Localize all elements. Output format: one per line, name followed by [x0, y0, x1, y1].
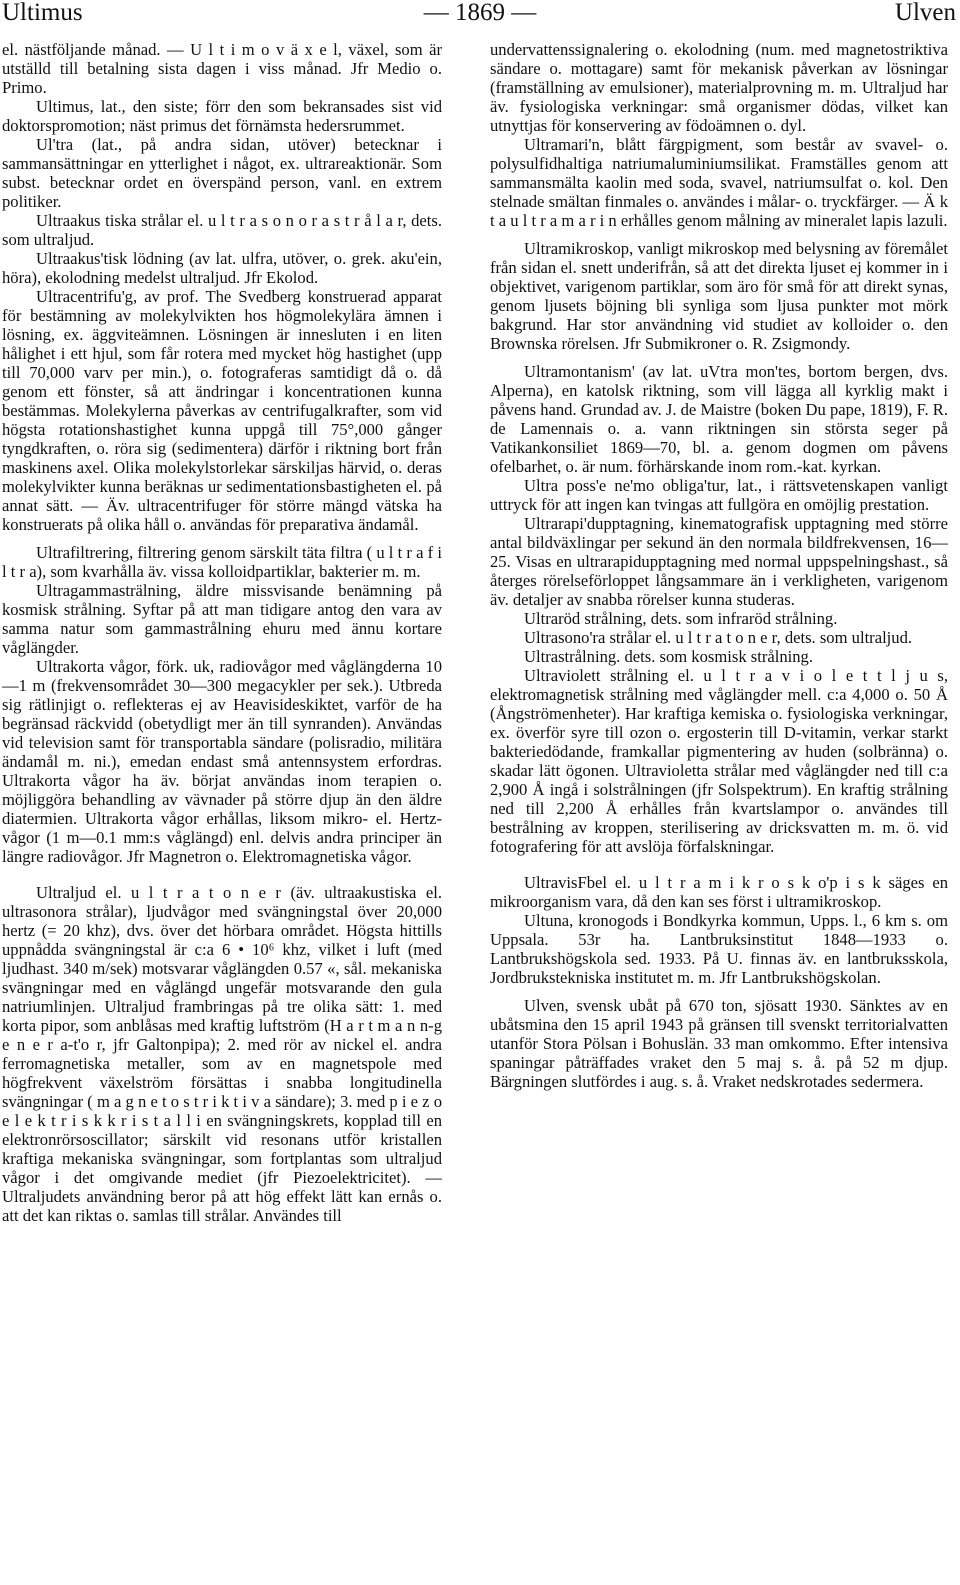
entry-paragraph: Ultrasono'ra strålar el. u l t r a t o n e r, dets. som ultraljud.: [524, 628, 913, 647]
entry-paragraph: Ultraakus tiska strålar el. u l t r a s o n o r a s t r å l a r, dets. som ultraljud.: [2, 211, 442, 249]
entry-paragraph: Ultracentrifu'g, av prof. The Svedberg konstruerad apparat för bestämning av molekylvikten hos högmolekylära ämnen i lösning, ex. äggviteämnen. Lösningen är innesluten i en liten hålighet i ett hjul, som får rotera med mycket hög hastighet (upp till 70,000 varv per min.), o. fotograferas samtidigt då o. då genom ett fönster, så att ändringar i koncentrationen kunna bestämmas. Molekylerna påverkas av centrifugalkrafter, som vid högsta rotationshastighet kunna uppgå till 75°,000 gånger tyngdkraften, o. röra sig (sedimentera) därför i riktning bort från maskinens axel. Olika molekylstorlekar särskiljas härvid, o. deras molekylvikter kunna beräknas ur sedimentationsbastigheten el. på annat sätt. — Äv. ultracentrifuger för större mängd vätska ha konstruerats på olika håll o. användas för preparativa ändamål.: [2, 287, 442, 534]
entry-paragraph: el. nästföljande månad. — U l t i m o v ä x e l, växel, som är utställd till betalning sista dagen i viss månad. Jfr Medio o. Primo.: [2, 40, 442, 97]
entry-paragraph: Ultrakorta vågor, förk. uk, radiovågor med våglängderna 10—1 m (frekvensområdet 30—300 megacykler per sek.). Utbreda sig rätlinjigt o. reflekteras ej av Heavisideskiktet, varför de ha begränsad räckvidd (obetydligt mer än till synranden). Användas vid television samt för transportabla sändare (polisradio, militära ändamål m. ni.), emedan endast små antennsystem erfordras. Ultrakorta vågor ha äv. börjat användas inom terapien o. möjliggöra behandling av vävnader på större djup än den äldre diatermien. Ultrakorta vågor erhållas, liksom mikro- el. Hertz-vågor (1 m—0.1 mm:s våglängd) enl. delvis andra principer än längre radiovågor. Jfr Magnetron o. Elektromagnetiska vågor.: [2, 657, 442, 866]
entry-paragraph: Ultuna, kronogods i Bondkyrka kommun, Upps. l., 6 km s. om Uppsala. 53r ha. Lantbruksinstitut 1848—1933 o. Lantbrukshögskola sed. 1933. På U. finnas äv. en lantbruksskola, Jordbrukstekniska institutet m. m. Jfr Lantbrukshögskolan.: [490, 911, 948, 987]
entry-paragraph: Ultramikroskop, vanligt mikroskop med belysning av föremålet från sidan el. snett underifrån, så att det direkta ljuset ej kommer in i objektivet, varigenom partiklar, som äro för små för att direkt synas, genom ljusets böjning bli synliga som ljusa punkter mot mörk bakgrund. Har stor användning vid studiet av kolloider o. den Brownska rörelsen. Jfr Submikroner o. R. Zsigmondy.: [490, 239, 948, 353]
entry-paragraph: Ultra poss'e ne'mo obliga'tur, lat., i rättsvetenskapen vanligt uttryck för att ingen kan tvingas att fullgöra en omöjlig prestation.: [490, 476, 948, 514]
header-page-number: — 1869 —: [423, 0, 537, 26]
header-left-word: Ultimus: [2, 0, 83, 26]
entry-paragraph: undervattenssignalering o. ekolodning (num. med magnetostriktiva sändare o. mottagare) samt för mekanisk påverkan av lösningar (framställning av emulsioner), materialprovning m. m. Ultraljud har äv. fysiologiska verkningar: små organismer dödas, vilket kan utnyttjas för konservering av födoämnen o. dyl.: [490, 40, 948, 135]
header-right-word: Ulven: [894, 0, 956, 26]
entry-paragraph: Ultramari'n, blått färgpigment, som består av svavel- o. polysulfidhaltiga natriumaluminiumsilikat. Framställes genom att sammansmälta kaolin med soda, svavel, natriumsulfat o. kol. Den stelnade smältan finmales o. användes i målar- o. tryckfärger. — Ä k t a u l t r a m a r i n erhålles genom målning av mineralet lapis lazuli.: [490, 135, 948, 230]
right-column: [490, 40, 948, 1091]
entry-paragraph: Ulven, svensk ubåt på 670 ton, sjösatt 1930. Sänktes av en ubåtsmina den 15 april 1943 på gränsen till svenskt territorialvatten utanför Stora Pölsan i Bohuslän. 33 man omkommo. Efter intensiva spaningar påträffades vraket den 5 maj s. å. på 52 m djup. Bärgningen slutfördes i aug. s. å. Vraket nedskrotades sedermera.: [490, 996, 948, 1091]
entry-paragraph: Ultraröd strålning, dets. som infraröd strålning.: [524, 609, 838, 628]
page-header: [0, 0, 960, 38]
entry-paragraph: Ultrastrålning. dets. som kosmisk strålning.: [524, 647, 813, 666]
entry-paragraph: UltravisFbel el. u l t r a m i k r o s k o'p i s k säges en mikroorganism vara, då den kan ses först i ultramikroskop.: [490, 873, 948, 911]
entry-paragraph: Ultraljud el. u l t r a t o n e r (äv. ultraakustiska el. ultrasonora strålar), ljudvågor med svängningstal över 20,000 hertz (= 20 khz), dvs. över det hörbara området. Högsta hittills uppnådda svängningstal är c:a 6 • 10⁶ khz, vilket i luft (med ljudhast. 340 m/sek) motsvarar våglängden 0.57 «, sål. mekaniska svängningar med en våglängd ungefär motsvarande den gula natriumlinjen. Ultraljud frambringas på tre olika sätt: 1. med korta pipor, som anblåsas med kraftig luftström (H a r t m a n n-g e n e r a-t'o r, jfr Galtonpipa); 2. med rör av nickel el. andra ferromagnetiska metaller, som av en magnetspole med högfrekvent växelström försättas i snabba longitudinella svängningar ( m a g n e t o s t r i k t i v a sändare); 3. med p i e z o e l e k t r i s k k r i s t a l l i en svängningskrets, kopplad till en elektronrörsoscillator; särskilt vid resonans utför kristallen kraftiga mekaniska svängningar, som fortplantas som ultraljud vågor i det omgivande mediet (jfr Piezoelektricitet). — Ultraljudets användning beror på att hög effekt lätt kan ernås o. att det kan riktas o. samlas till strålar. Användes till: [2, 883, 442, 1225]
left-column: [2, 40, 442, 1225]
entry-paragraph: Ul'tra (lat., på andra sidan, utöver) betecknar i sammansättningar en ytterlighet i något, ex. ultrareaktionär. Som subst. betecknar ordet en överspänd person, vanl. en extrem politiker.: [2, 135, 442, 211]
entry-paragraph: Ultimus, lat., den siste; förr den som bekransades sist vid doktorspromotion; näst primus det förnämsta hedersrummet.: [2, 97, 442, 135]
entry-paragraph: Ultragammasträlning, äldre missvisande benämning på kosmisk strålning. Syftar på att man tidigare antog den vara av samma natur som gammastrålning ehuru med ännu kortare våglängder.: [2, 581, 442, 657]
entry-paragraph: Ultraakus'tisk lödning (av lat. ulfra, utöver, o. grek. aku'ein, höra), ekolodning medelst ultraljud. Jfr Ekolod.: [2, 249, 442, 287]
entry-paragraph: Ultrarapi'dupptagning, kinematografisk upptagning med större antal bildväxlingar per sekund än den normala bildfrekvensen, 16—25. Visas en ultrarapidupptagning med normal uppspelningshast., så återges rörelseförloppet långsammare än i verkligheten, varigenom äv. detaljer av snabba rörelser kunna studeras.: [490, 514, 948, 609]
entry-paragraph: Ultrafiltrering, filtrering genom särskilt täta filtra ( u l t r a f i l t r a), som kvarhålla äv. vissa kolloidpartiklar, bakterier m. m.: [2, 543, 442, 581]
entry-paragraph: Ultraviolett strålning el. u l t r a v i o l e t t l j u s, elektromagnetisk strålning med våglängder mell. c:a 4,000 o. 50 Å (Ångströmenheter). Har kraftiga kemiska o. fysiologiska verkningar, ex. överför syre till ozon o. ergosterin till D-vitamin, verkar starkt bakteriedödande, framkallar pigmentering av huden (solbränna) o. skadar lätt ögonen. Ultravioletta strålar med våglängder ned till c:a 2,900 Å ingå i solstrålningen (jfr Solspektrum). En kraftig strålning ned till 2,200 Å erhålles från kvartslampor o. användes till bestrålning av kroppen, sterilisering av dricksvatten m. m. ö. vid fotografering för att avslöja förfalskningar.: [490, 666, 948, 856]
entry-paragraph: Ultramontanism' (av lat. uVtra mon'tes, bortom bergen, dvs. Alperna), en katolsk riktning, som vill lägga all kyrklig makt i påvens hand. Grundad av. J. de Maistre (boken Du pape, 1819), F. R. de Lamennais o. a. vann riktningen sin största seger på Vatikankonsiliet 1869—70, bl. a. genom dogmen om påvens ofelbarhet, o. är num. förhärskande inom rom.-kat. kyrkan.: [490, 362, 948, 476]
